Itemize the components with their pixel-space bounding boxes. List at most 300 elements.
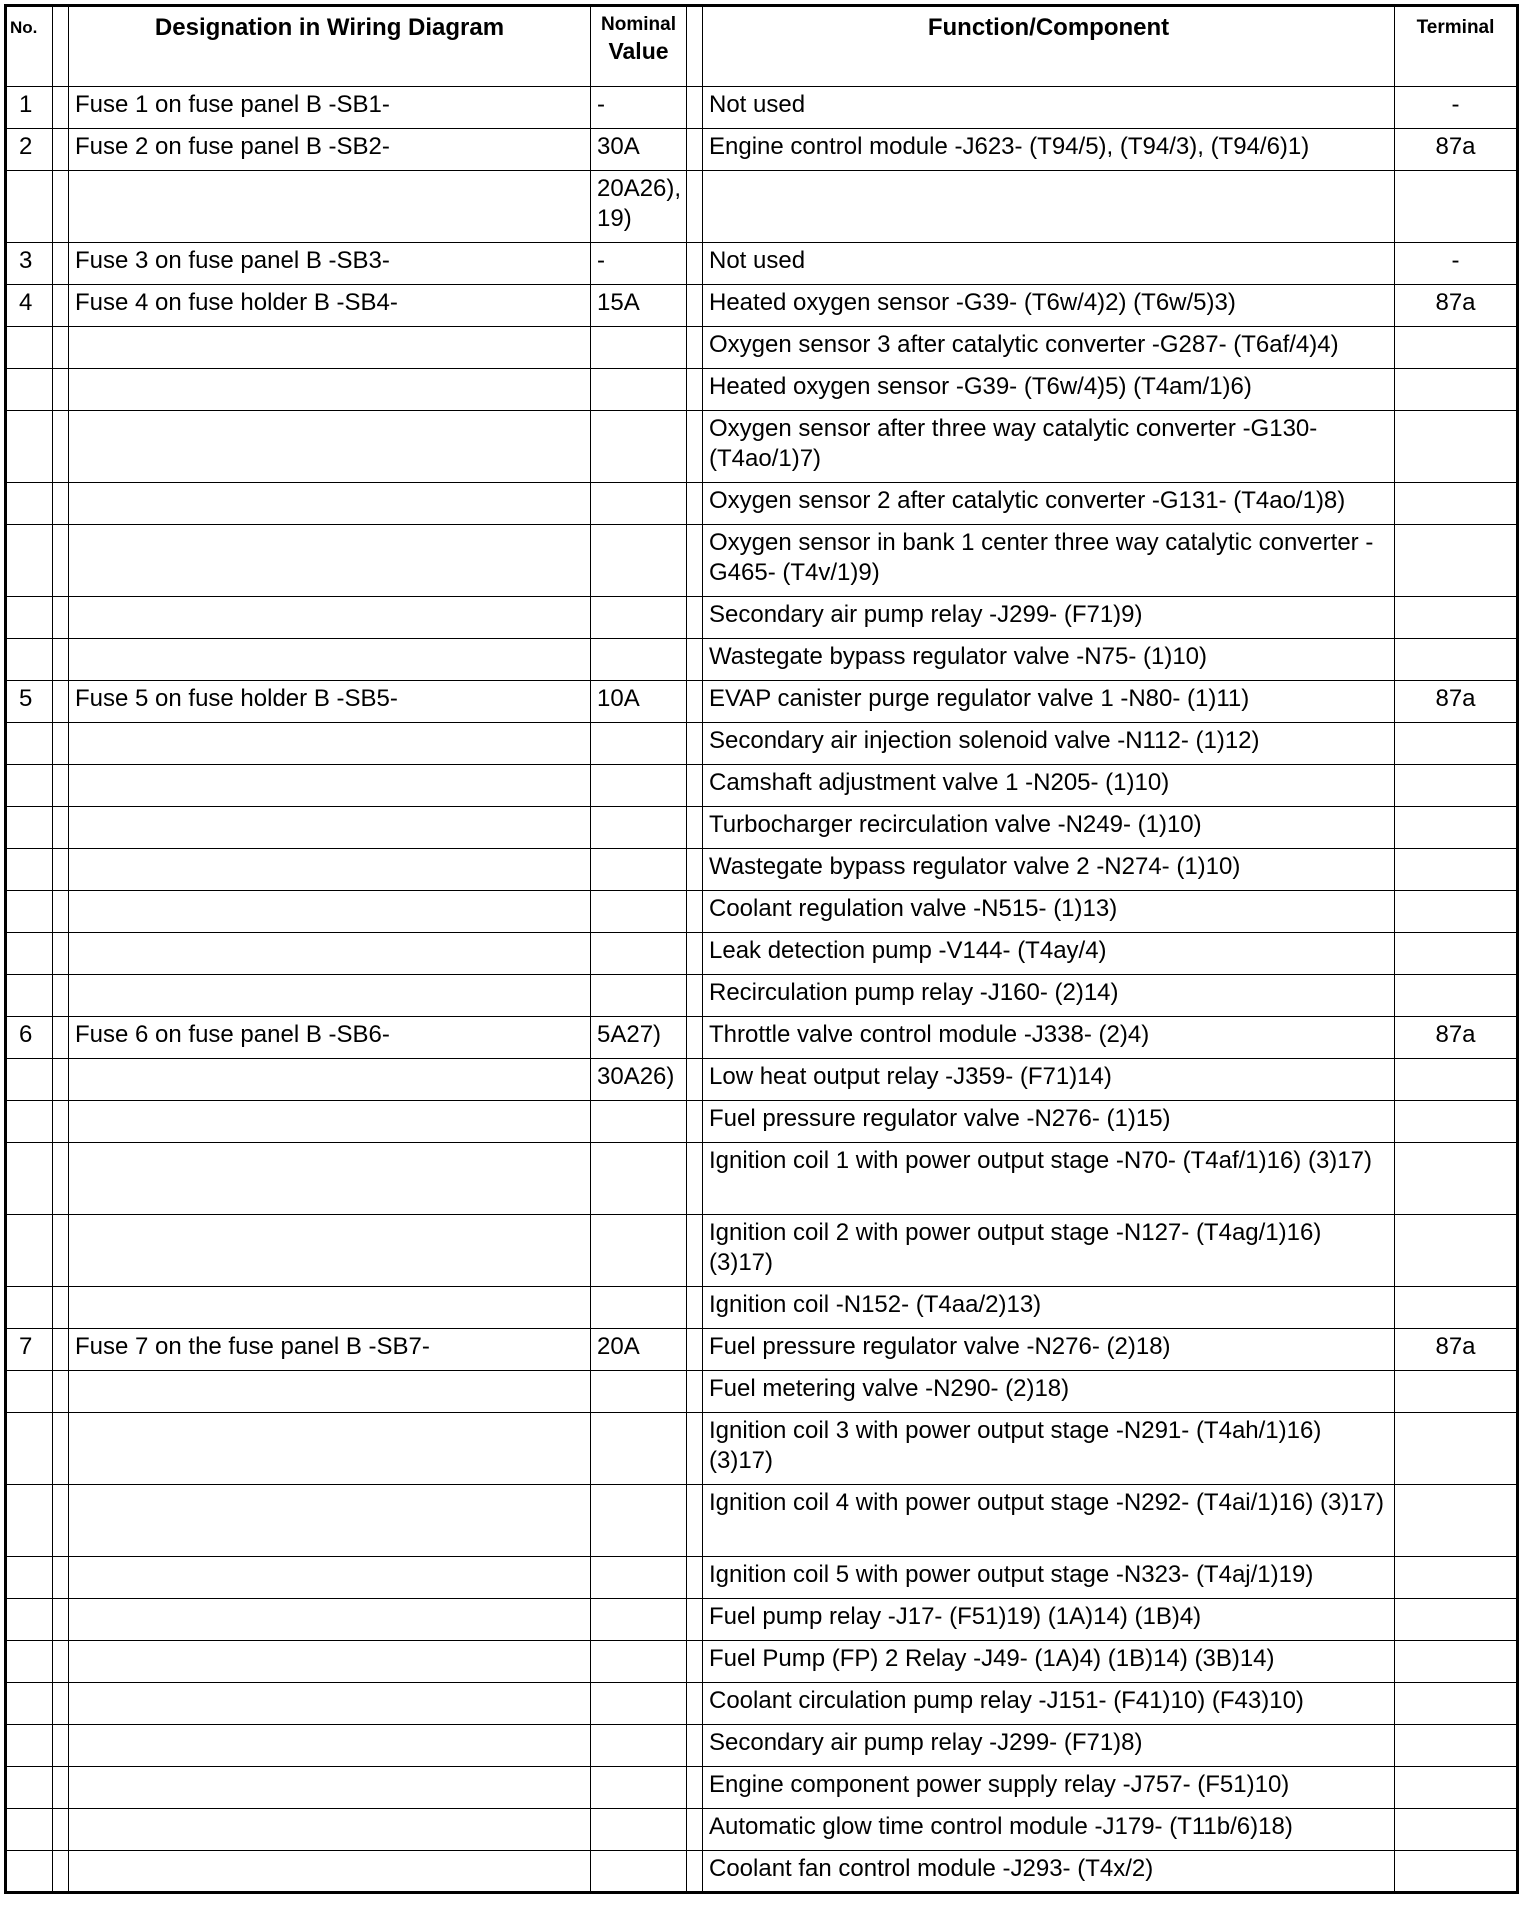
- cell-designation: [69, 411, 591, 483]
- cell-no: 5: [6, 681, 53, 723]
- cell-no: [6, 411, 53, 483]
- cell-terminal: [1395, 1143, 1518, 1215]
- cell-nominal-value: [591, 891, 687, 933]
- spacer-cell: [687, 975, 703, 1017]
- cell-no: [6, 1371, 53, 1413]
- cell-no: [6, 975, 53, 1017]
- cell-no: [6, 369, 53, 411]
- table-row: [6, 1767, 1518, 1809]
- cell-nominal-value: 5A27): [591, 1017, 687, 1059]
- spacer-cell: [53, 597, 69, 639]
- table-row: [6, 1215, 1518, 1287]
- table-row: [6, 765, 1518, 807]
- spacer-cell: [53, 1287, 69, 1329]
- cell-function: Fuel metering valve -N290- (2)18): [703, 1371, 1395, 1413]
- cell-nominal-value: [591, 1725, 687, 1767]
- spacer-cell: [687, 1809, 703, 1851]
- table-header: [6, 6, 1518, 87]
- cell-terminal: [1395, 369, 1518, 411]
- cell-function: Low heat output relay -J359- (F71)14): [703, 1059, 1395, 1101]
- cell-nominal-value: [591, 1371, 687, 1413]
- table-row: [6, 891, 1518, 933]
- cell-terminal: [1395, 597, 1518, 639]
- spacer-cell: [53, 681, 69, 723]
- cell-function: Fuel pressure regulator valve -N276- (2)18): [703, 1329, 1395, 1371]
- cell-no: [6, 1413, 53, 1485]
- cell-terminal: [1395, 975, 1518, 1017]
- spacer-cell: [53, 1641, 69, 1683]
- spacer-cell: [687, 639, 703, 681]
- cell-nominal-value: [591, 1215, 687, 1287]
- table-row: [6, 243, 1518, 285]
- cell-designation: Fuse 3 on fuse panel B -SB3-: [69, 243, 591, 285]
- cell-nominal-value: -: [591, 87, 687, 129]
- cell-terminal: [1395, 807, 1518, 849]
- cell-terminal: [1395, 525, 1518, 597]
- cell-no: [6, 1485, 53, 1557]
- spacer-cell: [53, 933, 69, 975]
- spacer-cell: [687, 1851, 703, 1893]
- spacer-cell: [53, 1017, 69, 1059]
- spacer-cell: [53, 1485, 69, 1557]
- cell-terminal: 87a: [1395, 1017, 1518, 1059]
- cell-terminal: [1395, 1599, 1518, 1641]
- cell-no: [6, 1851, 53, 1893]
- cell-function: Engine component power supply relay -J757- (F51)10): [703, 1767, 1395, 1809]
- table-row: [6, 975, 1518, 1017]
- table-row: [6, 285, 1518, 327]
- cell-no: [6, 723, 53, 765]
- cell-terminal: [1395, 849, 1518, 891]
- cell-no: [6, 1215, 53, 1287]
- table-row: [6, 171, 1518, 243]
- column-header-no: No.: [6, 6, 53, 87]
- cell-designation: Fuse 2 on fuse panel B -SB2-: [69, 129, 591, 171]
- spacer-cell: [687, 1215, 703, 1287]
- spacer-cell: [687, 87, 703, 129]
- cell-designation: [69, 639, 591, 681]
- spacer-cell: [687, 369, 703, 411]
- spacer-cell: [687, 765, 703, 807]
- cell-designation: [69, 1101, 591, 1143]
- cell-nominal-value: [591, 639, 687, 681]
- cell-no: 2: [6, 129, 53, 171]
- cell-designation: [69, 525, 591, 597]
- cell-designation: [69, 1143, 591, 1215]
- spacer-cell: [687, 723, 703, 765]
- table-row: [6, 849, 1518, 891]
- spacer-cell: [687, 1017, 703, 1059]
- spacer-cell: [53, 1215, 69, 1287]
- spacer-cell: [53, 369, 69, 411]
- cell-no: [6, 1287, 53, 1329]
- cell-terminal: -: [1395, 243, 1518, 285]
- cell-terminal: [1395, 1725, 1518, 1767]
- fuse-assignment-table: [4, 4, 1519, 1894]
- cell-terminal: [1395, 483, 1518, 525]
- spacer-cell: [687, 1725, 703, 1767]
- table-row: [6, 1557, 1518, 1599]
- spacer-cell: [53, 1767, 69, 1809]
- table-row: [6, 1413, 1518, 1485]
- table-row: [6, 1059, 1518, 1101]
- cell-designation: Fuse 7 on the fuse panel B -SB7-: [69, 1329, 591, 1371]
- spacer-cell: [687, 1557, 703, 1599]
- spacer-cell: [687, 1413, 703, 1485]
- cell-nominal-value: [591, 327, 687, 369]
- cell-function: [703, 171, 1395, 243]
- cell-function: Secondary air pump relay -J299- (F71)8): [703, 1725, 1395, 1767]
- spacer-cell: [53, 1329, 69, 1371]
- cell-terminal: [1395, 1371, 1518, 1413]
- cell-terminal: [1395, 1641, 1518, 1683]
- cell-designation: [69, 369, 591, 411]
- spacer-cell: [53, 891, 69, 933]
- cell-nominal-value: [591, 411, 687, 483]
- spacer-cell: [687, 285, 703, 327]
- cell-function: Fuel pressure regulator valve -N276- (1)15): [703, 1101, 1395, 1143]
- cell-nominal-value: [591, 975, 687, 1017]
- cell-designation: [69, 483, 591, 525]
- column-header-terminal: Terminal: [1395, 6, 1518, 87]
- table-row: [6, 525, 1518, 597]
- table-row: [6, 1725, 1518, 1767]
- cell-no: [6, 1725, 53, 1767]
- cell-designation: [69, 1809, 591, 1851]
- spacer-cell: [687, 891, 703, 933]
- cell-nominal-value: [591, 1767, 687, 1809]
- cell-nominal-value: [591, 1683, 687, 1725]
- cell-no: 1: [6, 87, 53, 129]
- cell-terminal: [1395, 1557, 1518, 1599]
- spacer-cell: [53, 1809, 69, 1851]
- spacer-cell: [687, 1371, 703, 1413]
- cell-nominal-value: 20A26), 19): [591, 171, 687, 243]
- table-row: [6, 87, 1518, 129]
- spacer-cell: [687, 849, 703, 891]
- spacer-cell: [687, 597, 703, 639]
- cell-function: Coolant regulation valve -N515- (1)13): [703, 891, 1395, 933]
- cell-no: [6, 1059, 53, 1101]
- cell-function: Heated oxygen sensor -G39- (T6w/4)2) (T6w/5)3): [703, 285, 1395, 327]
- spacer-cell: [53, 87, 69, 129]
- cell-terminal: 87a: [1395, 681, 1518, 723]
- cell-nominal-value: [591, 807, 687, 849]
- column-header-designation: Designation in Wiring Diagram: [69, 6, 591, 87]
- spacer-cell: [687, 327, 703, 369]
- table-row: [6, 597, 1518, 639]
- cell-nominal-value: [591, 765, 687, 807]
- cell-designation: [69, 1767, 591, 1809]
- cell-nominal-value: 15A: [591, 285, 687, 327]
- cell-no: [6, 1809, 53, 1851]
- spacer-cell: [53, 285, 69, 327]
- spacer-cell: [53, 1599, 69, 1641]
- cell-no: [6, 1767, 53, 1809]
- cell-function: Oxygen sensor 3 after catalytic converter -G287- (T6af/4)4): [703, 327, 1395, 369]
- cell-no: [6, 1683, 53, 1725]
- cell-designation: [69, 1413, 591, 1485]
- cell-nominal-value: 10A: [591, 681, 687, 723]
- cell-terminal: [1395, 327, 1518, 369]
- cell-no: [6, 1101, 53, 1143]
- spacer-cell: [687, 1641, 703, 1683]
- spacer-cell: [53, 1725, 69, 1767]
- spacer-cell: [53, 525, 69, 597]
- cell-function: Fuel Pump (FP) 2 Relay -J49- (1A)4) (1B)14) (3B)14): [703, 1641, 1395, 1683]
- cell-function: Secondary air pump relay -J299- (F71)9): [703, 597, 1395, 639]
- cell-function: Oxygen sensor 2 after catalytic converter -G131- (T4ao/1)8): [703, 483, 1395, 525]
- cell-function: Oxygen sensor after three way catalytic converter -G130- (T4ao/1)7): [703, 411, 1395, 483]
- cell-terminal: [1395, 1101, 1518, 1143]
- spacer-cell: [687, 1143, 703, 1215]
- spacer-column-header: [53, 6, 69, 87]
- cell-designation: [69, 327, 591, 369]
- cell-no: [6, 1557, 53, 1599]
- cell-nominal-value: [591, 1851, 687, 1893]
- table-row: [6, 1809, 1518, 1851]
- spacer-cell: [687, 243, 703, 285]
- cell-function: Wastegate bypass regulator valve 2 -N274- (1)10): [703, 849, 1395, 891]
- cell-terminal: [1395, 1059, 1518, 1101]
- cell-function: Camshaft adjustment valve 1 -N205- (1)10): [703, 765, 1395, 807]
- cell-nominal-value: [591, 1413, 687, 1485]
- spacer-cell: [53, 411, 69, 483]
- spacer-cell: [53, 1557, 69, 1599]
- cell-no: [6, 1143, 53, 1215]
- cell-nominal-value: [591, 1641, 687, 1683]
- table-row: [6, 1599, 1518, 1641]
- spacer-cell: [53, 975, 69, 1017]
- table-body: [6, 87, 1518, 1893]
- table-row: [6, 1329, 1518, 1371]
- cell-nominal-value: 30A: [591, 129, 687, 171]
- spacer-cell: [687, 411, 703, 483]
- cell-designation: [69, 1725, 591, 1767]
- cell-designation: [69, 807, 591, 849]
- cell-function: Wastegate bypass regulator valve -N75- (1)10): [703, 639, 1395, 681]
- cell-no: [6, 171, 53, 243]
- cell-terminal: 87a: [1395, 285, 1518, 327]
- cell-function: Fuel pump relay -J17- (F51)19) (1A)14) (1B)4): [703, 1599, 1395, 1641]
- cell-designation: [69, 1059, 591, 1101]
- spacer-cell: [53, 243, 69, 285]
- spacer-cell: [687, 807, 703, 849]
- cell-terminal: [1395, 1809, 1518, 1851]
- cell-nominal-value: [591, 597, 687, 639]
- cell-function: Engine control module -J623- (T94/5), (T94/3), (T94/6)1): [703, 129, 1395, 171]
- cell-function: Not used: [703, 87, 1395, 129]
- cell-designation: [69, 849, 591, 891]
- table-row: [6, 369, 1518, 411]
- table-row: [6, 1287, 1518, 1329]
- cell-nominal-value: [591, 1143, 687, 1215]
- spacer-cell: [687, 171, 703, 243]
- cell-terminal: 87a: [1395, 129, 1518, 171]
- cell-no: [6, 597, 53, 639]
- cell-nominal-value: [591, 369, 687, 411]
- cell-function: Secondary air injection solenoid valve -N112- (1)12): [703, 723, 1395, 765]
- cell-terminal: [1395, 891, 1518, 933]
- cell-nominal-value: [591, 1287, 687, 1329]
- nominal-header-bottom: Value: [608, 38, 669, 64]
- cell-function: Ignition coil 2 with power output stage -N127- (T4ag/1)16) (3)17): [703, 1215, 1395, 1287]
- cell-no: 3: [6, 243, 53, 285]
- table-row: [6, 1101, 1518, 1143]
- spacer-cell: [687, 483, 703, 525]
- cell-function: Recirculation pump relay -J160- (2)14): [703, 975, 1395, 1017]
- table-row: [6, 411, 1518, 483]
- table-row: [6, 129, 1518, 171]
- cell-designation: [69, 1557, 591, 1599]
- spacer-cell: [53, 1101, 69, 1143]
- cell-function: Throttle valve control module -J338- (2)4): [703, 1017, 1395, 1059]
- table-row: [6, 681, 1518, 723]
- table-row: [6, 1017, 1518, 1059]
- cell-designation: [69, 723, 591, 765]
- cell-terminal: [1395, 411, 1518, 483]
- cell-designation: Fuse 5 on fuse holder B -SB5-: [69, 681, 591, 723]
- cell-nominal-value: [591, 933, 687, 975]
- spacer-cell: [687, 1767, 703, 1809]
- cell-nominal-value: [591, 723, 687, 765]
- cell-terminal: [1395, 1215, 1518, 1287]
- spacer-cell: [687, 1059, 703, 1101]
- cell-no: [6, 1599, 53, 1641]
- cell-designation: [69, 765, 591, 807]
- cell-function: Ignition coil 4 with power output stage -N292- (T4ai/1)16) (3)17): [703, 1485, 1395, 1557]
- cell-nominal-value: [591, 849, 687, 891]
- cell-designation: [69, 1371, 591, 1413]
- cell-designation: Fuse 6 on fuse panel B -SB6-: [69, 1017, 591, 1059]
- table-row: [6, 327, 1518, 369]
- cell-terminal: [1395, 1683, 1518, 1725]
- spacer-cell: [687, 1683, 703, 1725]
- cell-designation: [69, 597, 591, 639]
- cell-terminal: [1395, 723, 1518, 765]
- spacer-cell: [53, 1851, 69, 1893]
- cell-no: [6, 525, 53, 597]
- spacer-cell: [687, 1329, 703, 1371]
- cell-terminal: [1395, 1413, 1518, 1485]
- spacer-column-header: [687, 6, 703, 87]
- spacer-cell: [687, 1599, 703, 1641]
- cell-no: [6, 327, 53, 369]
- cell-function: Not used: [703, 243, 1395, 285]
- cell-designation: [69, 1641, 591, 1683]
- cell-designation: [69, 1485, 591, 1557]
- cell-designation: [69, 891, 591, 933]
- spacer-cell: [53, 1143, 69, 1215]
- cell-nominal-value: [591, 1101, 687, 1143]
- spacer-cell: [53, 1371, 69, 1413]
- table-row: [6, 1371, 1518, 1413]
- cell-function: Ignition coil 1 with power output stage -N70- (T4af/1)16) (3)17): [703, 1143, 1395, 1215]
- column-header-function: Function/Component: [703, 6, 1395, 87]
- cell-designation: Fuse 1 on fuse panel B -SB1-: [69, 87, 591, 129]
- cell-no: [6, 1641, 53, 1683]
- spacer-cell: [53, 171, 69, 243]
- cell-designation: [69, 1287, 591, 1329]
- cell-designation: [69, 1599, 591, 1641]
- cell-designation: [69, 1851, 591, 1893]
- nominal-header-top: Nominal: [601, 14, 676, 35]
- spacer-cell: [53, 327, 69, 369]
- cell-designation: [69, 933, 591, 975]
- table-row: [6, 1641, 1518, 1683]
- cell-no: 7: [6, 1329, 53, 1371]
- cell-nominal-value: [591, 483, 687, 525]
- cell-terminal: [1395, 1851, 1518, 1893]
- cell-nominal-value: 20A: [591, 1329, 687, 1371]
- spacer-cell: [53, 807, 69, 849]
- spacer-cell: [53, 1059, 69, 1101]
- cell-terminal: [1395, 171, 1518, 243]
- spacer-cell: [687, 525, 703, 597]
- spacer-cell: [687, 1485, 703, 1557]
- table-row: [6, 807, 1518, 849]
- cell-nominal-value: [591, 525, 687, 597]
- cell-nominal-value: [591, 1809, 687, 1851]
- cell-function: EVAP canister purge regulator valve 1 -N80- (1)11): [703, 681, 1395, 723]
- cell-function: Turbocharger recirculation valve -N249- (1)10): [703, 807, 1395, 849]
- cell-nominal-value: 30A26): [591, 1059, 687, 1101]
- cell-function: Heated oxygen sensor -G39- (T6w/4)5) (T4am/1)6): [703, 369, 1395, 411]
- cell-no: 4: [6, 285, 53, 327]
- cell-function: Ignition coil 5 with power output stage -N323- (T4aj/1)19): [703, 1557, 1395, 1599]
- cell-terminal: [1395, 1485, 1518, 1557]
- cell-function: Ignition coil 3 with power output stage -N291- (T4ah/1)16) (3)17): [703, 1413, 1395, 1485]
- cell-no: [6, 933, 53, 975]
- cell-function: Leak detection pump -V144- (T4ay/4): [703, 933, 1395, 975]
- spacer-cell: [53, 765, 69, 807]
- cell-terminal: [1395, 639, 1518, 681]
- cell-function: Coolant fan control module -J293- (T4x/2): [703, 1851, 1395, 1893]
- cell-function: Coolant circulation pump relay -J151- (F41)10) (F43)10): [703, 1683, 1395, 1725]
- cell-nominal-value: [591, 1599, 687, 1641]
- cell-designation: [69, 1683, 591, 1725]
- cell-designation: Fuse 4 on fuse holder B -SB4-: [69, 285, 591, 327]
- cell-no: [6, 483, 53, 525]
- cell-no: [6, 891, 53, 933]
- column-header-nominal-value: [591, 6, 687, 87]
- spacer-cell: [53, 849, 69, 891]
- spacer-cell: [53, 483, 69, 525]
- spacer-cell: [53, 129, 69, 171]
- cell-no: 6: [6, 1017, 53, 1059]
- cell-nominal-value: [591, 1485, 687, 1557]
- cell-no: [6, 807, 53, 849]
- cell-designation: [69, 1215, 591, 1287]
- table-row: [6, 723, 1518, 765]
- table-row: [6, 1485, 1518, 1557]
- table-row: [6, 639, 1518, 681]
- cell-nominal-value: [591, 1557, 687, 1599]
- table-row: [6, 1851, 1518, 1893]
- cell-terminal: 87a: [1395, 1329, 1518, 1371]
- cell-terminal: -: [1395, 87, 1518, 129]
- spacer-cell: [687, 933, 703, 975]
- cell-terminal: [1395, 933, 1518, 975]
- cell-designation: [69, 975, 591, 1017]
- spacer-cell: [687, 681, 703, 723]
- spacer-cell: [53, 723, 69, 765]
- cell-terminal: [1395, 1287, 1518, 1329]
- table-row: [6, 1683, 1518, 1725]
- cell-function: Oxygen sensor in bank 1 center three way catalytic converter -G465- (T4v/1)9): [703, 525, 1395, 597]
- cell-function: Automatic glow time control module -J179- (T11b/6)18): [703, 1809, 1395, 1851]
- cell-function: Ignition coil -N152- (T4aa/2)13): [703, 1287, 1395, 1329]
